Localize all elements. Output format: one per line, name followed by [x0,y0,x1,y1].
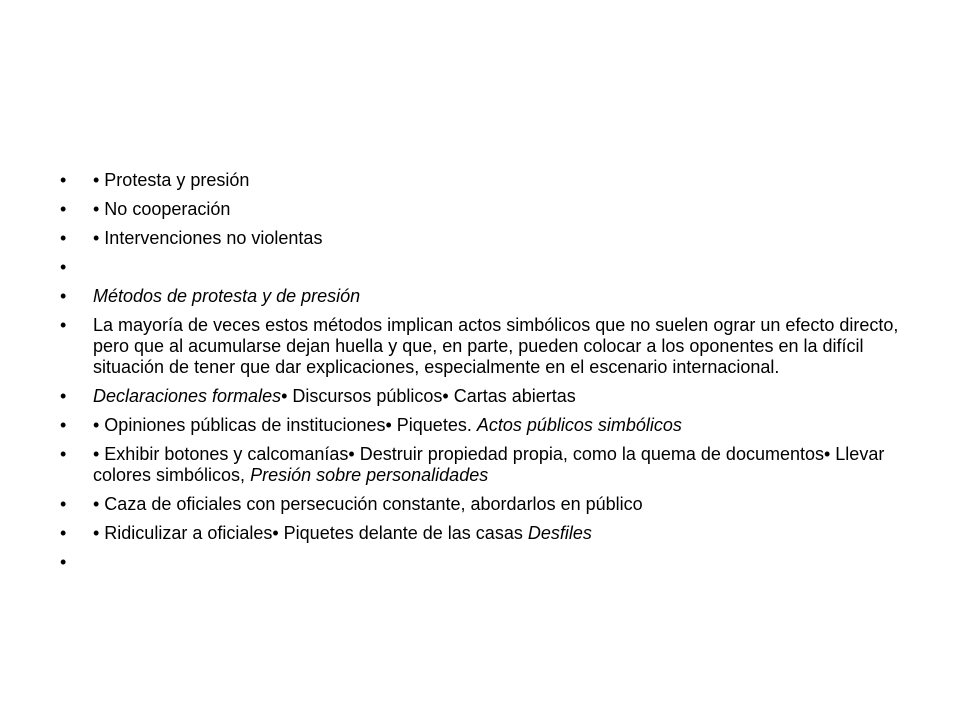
bullet-item [60,552,910,573]
bullet-text-segment: • No cooperación [93,199,231,219]
bullet-text-italic: Declaraciones formales [93,386,282,406]
bullet-item [60,228,910,249]
bullet-dot-icon: • [60,444,67,464]
bullet-item [60,257,910,278]
bullet-text-segment: • Ridiculizar a oficiales• Piquetes delante de las casas [93,523,528,543]
bullet-list [60,170,910,581]
bullet-text-segment: • Discursos públicos• Cartas abiertas [281,386,576,406]
bullet-text [93,415,682,435]
bullet-text [93,386,576,406]
bullet-text [93,286,360,306]
bullet-text-segment: La mayoría de veces estos métodos implican actos simbólicos que no suelen ograr un efecto directo, pero que al acumularse dejan huella y que, en parte, pueden colocar a los oponentes en la difícil situación de tener que dar explicaciones, especialmente en el escenario internacional. [93,315,899,377]
bullet-dot-icon: • [60,494,67,514]
bullet-text [93,444,884,485]
bullet-item [60,444,910,486]
bullet-text-italic: Desfiles [527,523,592,543]
bullet-item [60,386,910,407]
bullet-dot-icon: • [60,386,67,406]
bullet-text-italic: Métodos de protesta y de presión [93,286,361,306]
bullet-dot-icon: • [60,228,67,248]
bullet-text [93,523,592,543]
bullet-dot-icon: • [60,523,67,543]
bullet-dot-icon: • [60,257,67,277]
bullet-dot-icon: • [60,415,67,435]
bullet-text [93,170,249,190]
bullet-text [93,315,898,377]
bullet-item [60,523,910,544]
bullet-dot-icon: • [60,170,67,190]
bullet-text-segment: • Caza de oficiales con persecución constante, abordarlos en público [93,494,643,514]
bullet-text-segment: • Exhibir botones y calcomanías• Destruir propiedad propia, como la quema de documentos• Llevar colores simbólicos, [93,444,885,485]
bullet-dot-icon: • [60,199,67,219]
bullet-item [60,415,910,436]
bullet-text [93,199,230,219]
bullet-item [60,494,910,515]
bullet-dot-icon: • [60,552,67,572]
bullet-text-segment: • Intervenciones no violentas [93,228,323,248]
bullet-text [93,494,643,514]
bullet-item [60,315,910,378]
bullet-item [60,170,910,191]
bullet-text-segment: • Opiniones públicas de instituciones• Piquetes. [93,415,477,435]
bullet-text-segment: • Protesta y presión [93,170,250,190]
bullet-dot-icon: • [60,286,67,306]
bullet-text-italic: Presión sobre personalidades [250,465,489,485]
bullet-item [60,286,910,307]
bullet-dot-icon: • [60,315,67,335]
bullet-item [60,199,910,220]
bullet-text-italic: Actos públicos simbólicos [476,415,682,435]
bullet-text [93,228,322,248]
